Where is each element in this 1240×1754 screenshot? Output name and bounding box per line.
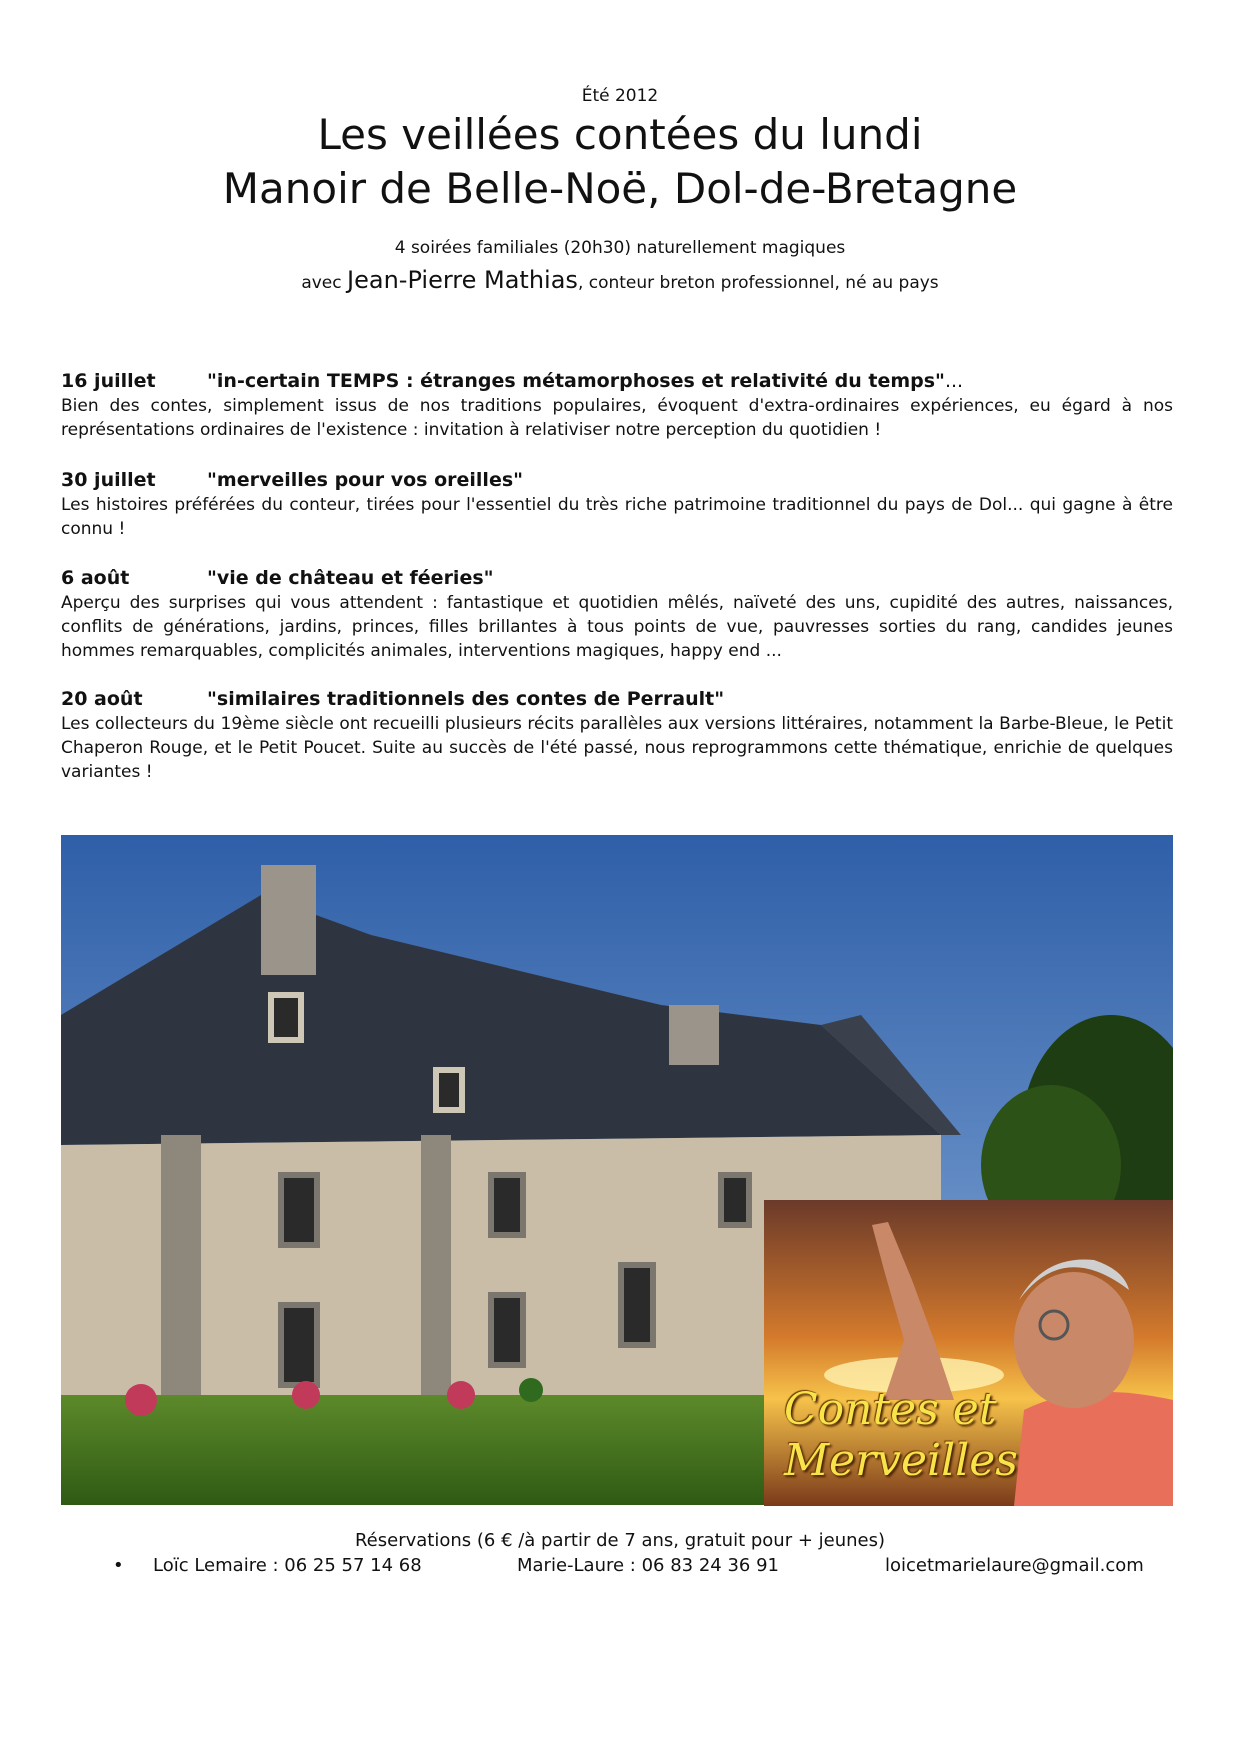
reservations-line: Réservations (6 € /à partir de 7 ans, gratuit pour + jeunes) xyxy=(354,1530,885,1551)
contact-loic: Loïc Lemaire : 06 25 57 14 68 xyxy=(153,1555,422,1576)
storyteller-name: Jean-Pierre Mathias xyxy=(347,266,578,294)
storyteller-inset-photo xyxy=(764,1200,1173,1506)
intro-prefix: avec xyxy=(301,273,342,293)
event-date: 30 juillet xyxy=(61,469,156,491)
bullet: • xyxy=(113,1555,124,1576)
event-title xyxy=(207,368,963,394)
event-description: Les histoires préférées du conteur, tirées pour l'essentiel du très riche patrimoine traditionnel du pays de Dol... qui gagne à être connu ! xyxy=(61,495,1173,539)
event-title-text: "in-certain TEMPS : étranges métamorphoses et relativité du temps" xyxy=(207,370,945,392)
contact-marie-laure: Marie-Laure : 06 83 24 36 91 xyxy=(517,1555,779,1576)
contacts-line xyxy=(0,1555,1240,1581)
event-description: Aperçu des surprises qui vous attendent : fantastique et quotidien mêlés, naïveté des uns, cupidité des autres, naissances, conflits de générations, jardins, princes, filles brillantes à tous points de vue, pauvresses sorties du rang, candides jeunes hommes remarquables, complicités animales, interventions magiques, happy end ... xyxy=(61,593,1173,661)
event-block xyxy=(61,686,1173,784)
title-line-2: Manoir de Belle-Noë, Dol-de-Bretagne xyxy=(222,164,1018,213)
season-label: Été 2012 xyxy=(581,86,659,106)
event-description: Les collecteurs du 19ème siècle ont recueilli plusieurs récits parallèles aux versions littéraires, notamment la Barbe-Bleue, le Petit Chaperon Rouge, et le Petit Poucet. Suite au succès de l'été passé, nous reprogrammons cette thématique, enrichie de quelques variantes ! xyxy=(61,714,1173,782)
inset-caption: Contes et Merveilles xyxy=(784,1384,1018,1486)
event-title: "vie de château et féeries" xyxy=(207,567,494,589)
contact-email[interactable]: loicetmarielaure@gmail.com xyxy=(885,1555,1144,1576)
event-description: Bien des contes, simplement issus de nos traditions populaires, évoquent d'extra-ordinaires expériences, eu égard à nos représentations ordinaires de l'existence : invitation à relativiser notre perception du quotidien ! xyxy=(61,396,1173,440)
event-block xyxy=(61,467,1173,541)
event-block xyxy=(61,368,1173,442)
intro-line-2 xyxy=(0,266,1240,294)
event-title: "merveilles pour vos oreilles" xyxy=(207,469,524,491)
event-title-tail: ... xyxy=(944,370,964,392)
title-line-1: Les veillées contées du lundi xyxy=(317,110,923,159)
event-title: "similaires traditionnels des contes de Perrault" xyxy=(207,688,725,710)
event-date: 16 juillet xyxy=(61,370,156,392)
event-date: 20 août xyxy=(61,688,143,710)
intro-suffix: , conteur breton professionnel, né au pays xyxy=(577,273,939,293)
intro-line-1: 4 soirées familiales (20h30) naturellement magiques xyxy=(394,238,846,258)
event-block xyxy=(61,565,1173,663)
event-date: 6 août xyxy=(61,567,130,589)
